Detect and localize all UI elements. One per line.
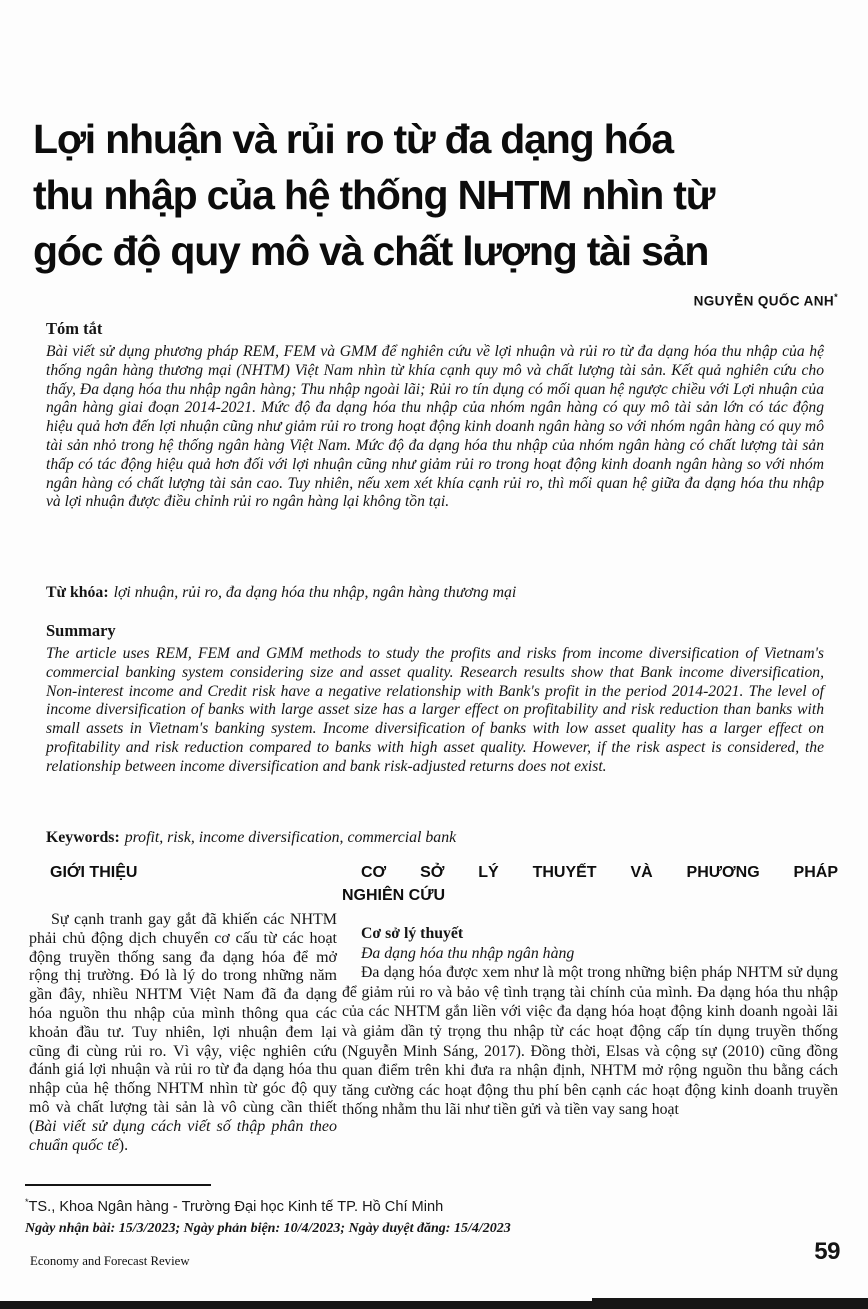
theory-paragraph: Đa dạng hóa được xem như là một trong những biện pháp NHTM sử dụng để giảm rủi ro và bảo vệ tình trạng tài chính của mình. Đa dạng hóa thu nhập của các NHTM gắn liền với việc đa dạng hóa hoạt động kinh doanh ngoài lãi và giảm dần tỷ trọng thu nhập từ các hoạt động cấp tín dụng truyền thống (Nguyễn Minh Sáng, 2017). Đồng thời, Elsas và cộng sự (2010) cũng đồng quan điểm trên khi đưa ra nhận định, NHTM mở rộng nguồn thu bằng cách tăng cường các hoạt động thu phí bên cạnh các hoạt động kinh doanh truyền thống nhằm thu lãi như tiền gửi và tiền vay sang hoạt	[342, 964, 838, 1119]
keywords-vietnamese	[46, 583, 824, 602]
abstract-vi-body: Bài viết sử dụng phương pháp REM, FEM và GMM để nghiên cứu về lợi nhuận và rủi ro từ đa dạng hóa thu nhập của hệ thống ngân hàng thương mại (NHTM) Việt Nam nhìn từ khía cạnh quy mô và chất lượng tài sản. Kết quả nghiên cứu cho thấy, Đa dạng hóa thu nhập ngân hàng; Thu nhập ngoài lãi; Rủi ro tín dụng có mối quan hệ ngược chiều với Lợi nhuận của ngân hàng giai đoạn 2014-2021. Mức độ đa dạng hóa thu nhập của nhóm ngân hàng có quy mô tài sản lớn có tác động hiệu quả hơn đến lợi nhuận cũng như giảm rủi ro trong hoạt động kinh doanh ngân hàng so với nhóm ngân hàng có quy mô tài sản nhỏ trong hệ thống ngân hàng Việt Nam. Mức độ đa dạng hóa thu nhập của nhóm ngân hàng có chất lượng tài sản thấp có tác động hiệu quả hơn đối với lợi nhuận cũng như giảm rủi ro trong hoạt động kinh doanh ngân hàng so với nhóm ngân hàng có chất lượng tài sản cao. Tuy nhiên, nếu xem xét khía cạnh rủi ro, thì mối quan hệ giữa đa dạng hóa thu nhập và lợi nhuận được điều chỉnh rủi ro ngân hàng lại không tồn tại.	[46, 343, 824, 511]
theory-column	[342, 861, 838, 1155]
article-title-line-2: thu nhập của hệ thống NHTM nhìn từ	[33, 172, 715, 218]
keywords-vi-value: lợi nhuận, rủi ro, đa dạng hóa thu nhập, ngân hàng thương mại	[113, 584, 517, 601]
theory-heading-line-2: NGHIÊN CỨU	[342, 887, 446, 904]
intro-paragraph-close: ).	[118, 1136, 129, 1154]
author-name-text: NGUYỄN QUỐC ANH	[693, 293, 835, 309]
page-number: 59	[814, 1238, 840, 1265]
two-column-body	[29, 861, 838, 1155]
footnote-block	[25, 1184, 785, 1237]
abstract-en-body: The article uses REM, FEM and GMM methods to study the profits and risks from income diversification of Vietnam's commercial banking system considering size and asset quality. Research results show that Bank income diversification, Non-interest income and Credit risk have a negative relationship with Bank's profit in the period 2014-2021. The level of income diversification of banks with large asset size has a larger effect on profitability and risk reduction than banks with small assets in Vietnam's banking system. Income diversification of banks with low asset quality has a larger effect on profitability and risk reduction compared to banks with high asset quality. However, if the risk aspect is considered, the relationship between income diversification and bank risk-adjusted returns does not exist.	[46, 645, 824, 775]
intro-heading: GIỚI THIỆU	[50, 864, 138, 881]
intro-column	[29, 861, 337, 1155]
abstract-english	[46, 621, 824, 777]
author-name	[694, 292, 838, 309]
theory-heading-line-1: CƠ SỞ LÝ THUYẾT VÀ PHƯƠNG PHÁP	[361, 864, 838, 881]
journal-name: Economy and Forecast Review	[30, 1254, 190, 1268]
scan-edge-bar-right	[592, 1298, 868, 1309]
intro-paragraph-main: Sự cạnh tranh gay gắt đã khiến các NHTM phải chủ động dịch chuyển cơ cấu từ các hoạt động truyền thống sang đa dạng hóa để mở rộng thị trường. Đó là lý do trong những năm gần đây, nhiều NHTM Việt Nam đã đa dạng hóa nguồn thu nhập của mình thông qua các khoản đầu tư. Tuy nhiên, lợi nhuận đem lại cũng đi cùng rủi ro. Vì vậy, việc nghiên cứu đánh giá lợi nhuận và rủi ro từ đa dạng hóa thu nhập của hệ thống NHTM nhìn từ góc độ quy mô và chất lượng tài sản là vô cùng cần thiết (	[29, 911, 337, 1135]
intro-paragraph-note: Bài viết sử dụng cách viết số thập phân theo chuẩn quốc tế	[29, 1117, 337, 1154]
footnote-affiliation	[25, 1193, 785, 1216]
keywords-english	[46, 828, 824, 847]
footnote-divider	[25, 1184, 211, 1186]
abstract-en-heading: Summary	[46, 621, 116, 640]
footnote-affiliation-text: TS., Khoa Ngân hàng - Trường Đại học Kinh tế TP. Hồ Chí Minh	[28, 1198, 444, 1215]
theory-heading	[342, 861, 838, 907]
abstract-vi-heading: Tóm tắt	[46, 319, 103, 338]
theory-subheading-bold: Cơ sở lý thuyết	[361, 925, 464, 942]
keywords-en-label: Keywords:	[46, 829, 120, 846]
article-title-line-3: góc độ quy mô và chất lượng tài sản	[33, 228, 709, 274]
footnote-mark: *	[25, 1197, 29, 1207]
scan-edge-bar-left	[0, 1301, 592, 1309]
article-title	[33, 111, 825, 279]
author-footnote-mark: *	[834, 292, 838, 302]
keywords-vi-label: Từ khóa:	[46, 584, 109, 601]
theory-subheading-italic: Đa dạng hóa thu nhập ngân hàng	[361, 944, 575, 962]
footnote-dates: Ngày nhận bài: 15/3/2023; Ngày phản biện: 10/4/2023; Ngày duyệt đăng: 15/4/2023	[25, 1220, 511, 1236]
article-title-line-1: Lợi nhuận và rủi ro từ đa dạng hóa	[33, 116, 673, 162]
keywords-en-value: profit, risk, income diversification, commercial bank	[124, 829, 457, 846]
abstract-vietnamese	[46, 319, 824, 512]
intro-paragraph	[29, 911, 337, 1155]
